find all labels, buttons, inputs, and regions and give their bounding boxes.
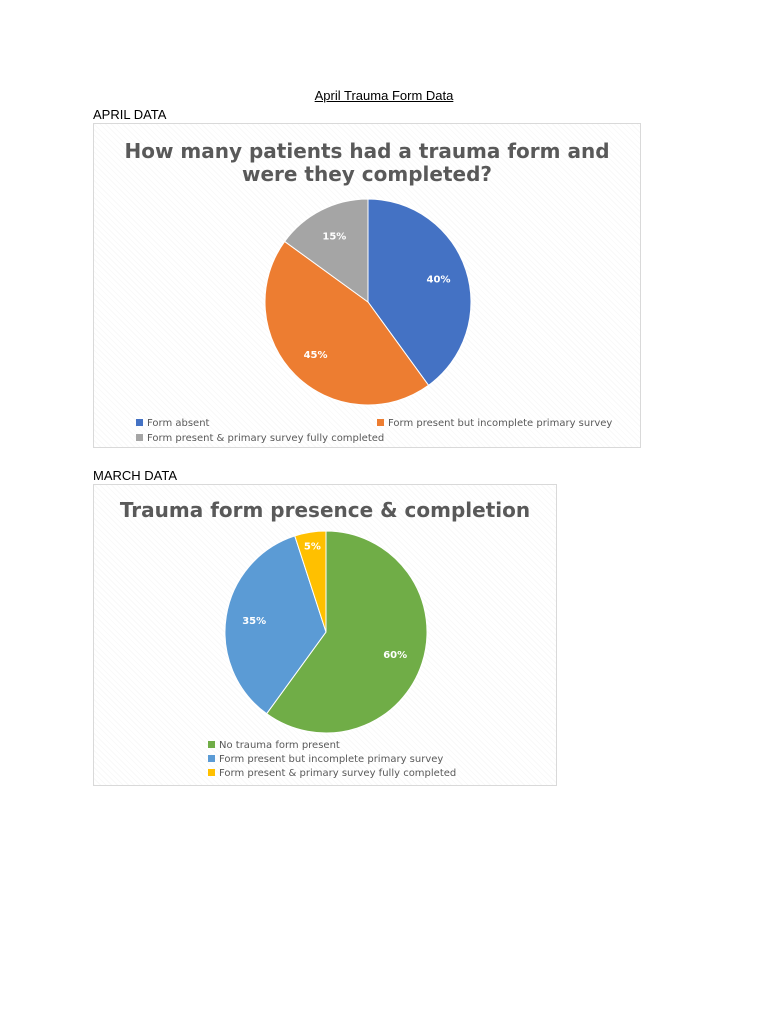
march-chart-title-line-1: Trauma form presence & completion xyxy=(119,498,531,522)
april-section-label: APRIL DATA xyxy=(93,107,167,122)
april-chart-title-line-1: How many patients had a trauma form and xyxy=(124,139,610,163)
april-legend-item-2 xyxy=(377,418,612,429)
april-legend-label-2: Form present but incomplete primary survey xyxy=(388,418,613,429)
april-chart xyxy=(93,123,641,448)
march-legend-swatch-2 xyxy=(208,755,215,762)
april-legend-label-3: Form present & primary survey fully completed xyxy=(147,433,385,444)
march-data-label-1: 60% xyxy=(383,649,408,661)
march-data-label-3: 5% xyxy=(303,541,321,553)
april-legend-swatch-3 xyxy=(136,434,143,441)
april-data-label-3: 15% xyxy=(322,231,347,243)
march-data-label-2: 35% xyxy=(242,616,267,628)
march-legend-label-2: Form present but incomplete primary survey xyxy=(219,754,444,765)
april-data-label-2: 45% xyxy=(303,349,328,361)
march-legend-label-1: No trauma form present xyxy=(219,740,340,751)
march-legend-swatch-3 xyxy=(208,769,215,776)
april-legend-item-3 xyxy=(136,433,384,444)
document-title: April Trauma Form Data xyxy=(314,88,454,103)
april-legend-label-1: Form absent xyxy=(147,418,210,429)
april-data-label-1: 40% xyxy=(426,274,451,286)
march-legend-item-1 xyxy=(208,740,340,751)
april-legend-swatch-2 xyxy=(377,419,384,426)
april-chart-title-line-2: were they completed? xyxy=(241,162,492,186)
march-section-label: MARCH DATA xyxy=(93,468,178,483)
april-legend-swatch-1 xyxy=(136,419,143,426)
april-pie-svg xyxy=(94,124,642,449)
march-chart xyxy=(93,484,557,786)
april-legend-item-1 xyxy=(136,418,209,429)
march-legend-label-3: Form present & primary survey fully completed xyxy=(219,768,457,779)
march-legend-item-2 xyxy=(208,754,443,765)
march-legend-item-3 xyxy=(208,768,456,779)
march-legend-swatch-1 xyxy=(208,741,215,748)
